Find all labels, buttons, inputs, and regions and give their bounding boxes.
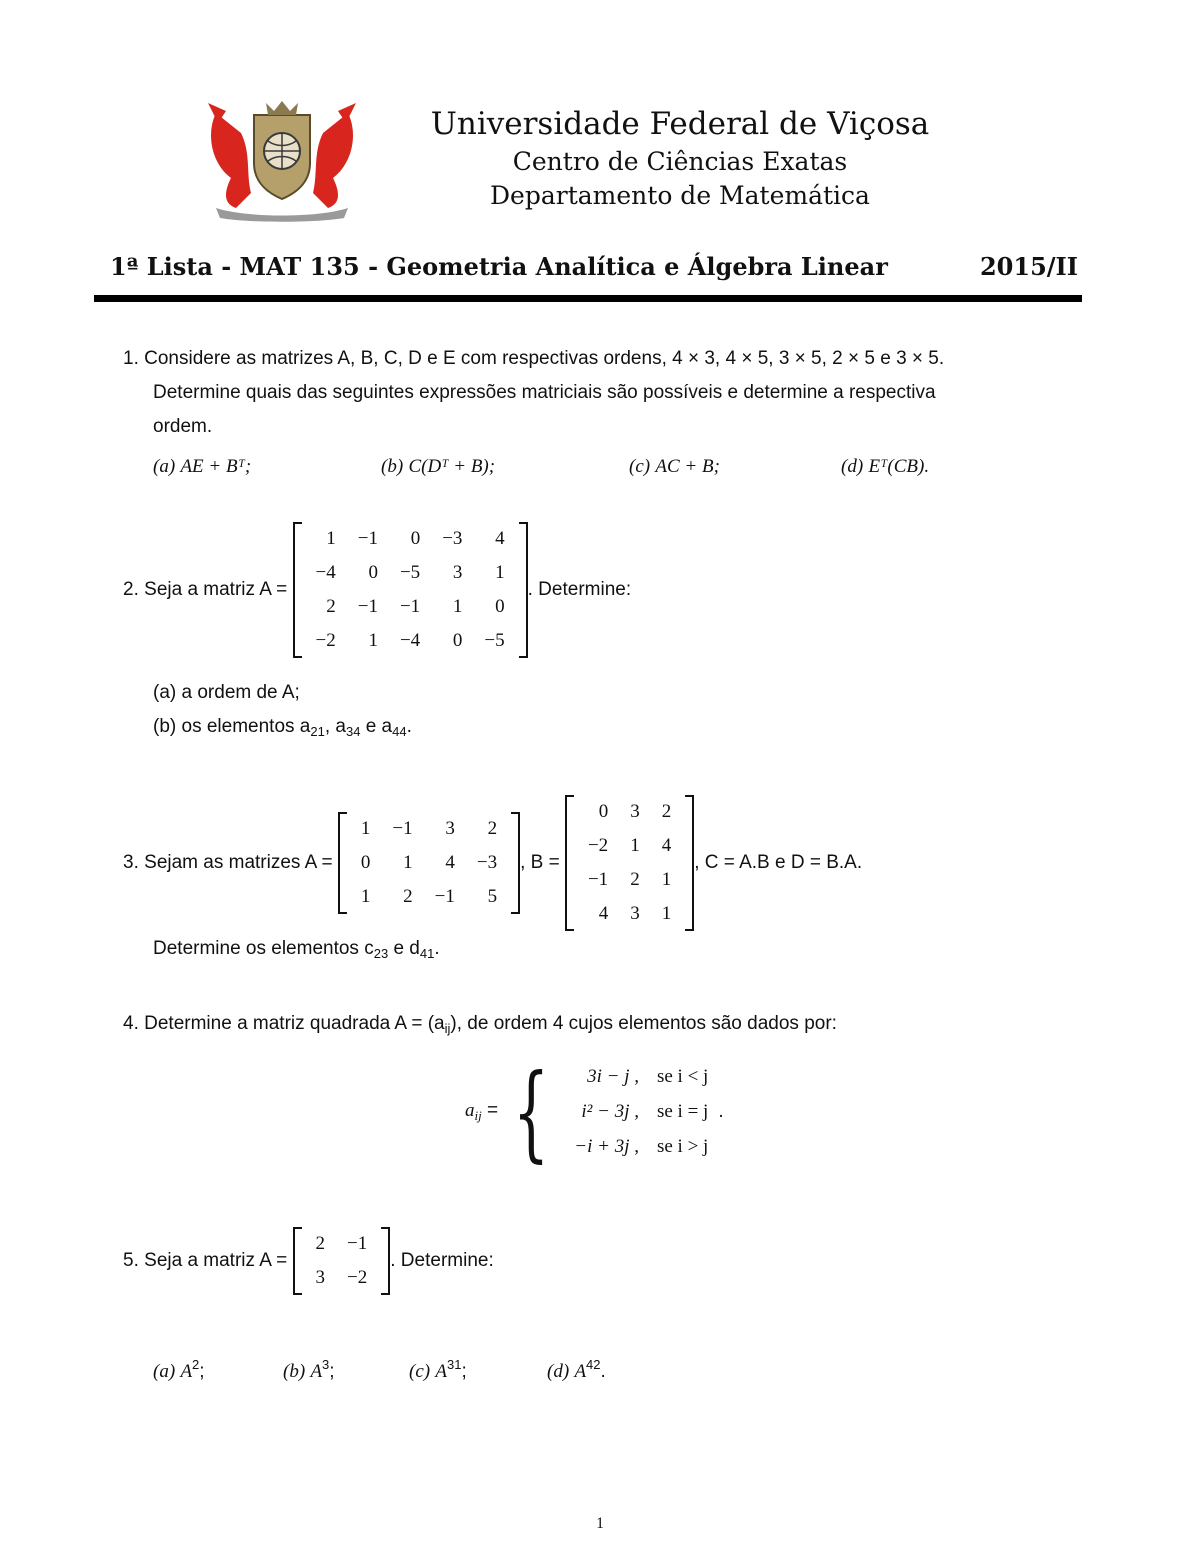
case-row (566, 1060, 716, 1093)
q1-option-a: (a) AE + Bᵀ; (153, 456, 252, 477)
matrix-cell: 0 (360, 852, 371, 873)
matrix-cell: −1 (434, 886, 455, 907)
matrix-cell: −1 (399, 596, 421, 617)
matrix-row (350, 846, 508, 880)
matrix-row (577, 829, 682, 863)
matrix-cell: 4 (495, 528, 505, 549)
matrix-cell: 1 (495, 562, 505, 583)
matrix-cell: 1 (452, 596, 463, 617)
question-2 (123, 522, 1083, 658)
matrix-cell: −2 (587, 835, 609, 856)
case-expression: 3i − j , (587, 1065, 639, 1087)
header-rule (94, 295, 1082, 302)
matrix-cell: −1 (587, 869, 609, 890)
matrix-row (577, 897, 682, 931)
q5-intro: Seja a matriz A = (144, 1250, 288, 1271)
q5-option-d: (d) $A^{42}$. (547, 1357, 606, 1382)
matrix-cell: 2 (315, 1233, 326, 1254)
q5-options (153, 1348, 606, 1389)
q2-item-a: (a) a ordem de A; (153, 682, 300, 703)
matrix-cell: −2 (347, 1267, 368, 1288)
center-name: Centro de Ciências Exatas (512, 147, 848, 176)
matrix-row (305, 590, 516, 624)
q5-option-b: (b) $A^3$; (283, 1357, 335, 1382)
q3-intro: Sejam as matrizes A = (144, 852, 333, 873)
q1-line3: ordem. (153, 416, 213, 437)
q2-number: 2. (123, 579, 139, 600)
term: 2015/II (979, 252, 1078, 281)
matrix-cell: 1 (326, 528, 336, 549)
matrix-cell: 3 (630, 903, 640, 924)
q2-matrix (293, 522, 528, 658)
matrix-row (577, 863, 682, 897)
matrix-row (305, 624, 516, 658)
q3-line2: Determine os elementos $c_{23}$ e $d_{41}$. (153, 938, 440, 961)
matrix-cell: 0 (598, 801, 609, 822)
matrix-row (350, 880, 508, 914)
matrix-row (350, 812, 508, 846)
matrix-cell: 0 (410, 528, 421, 549)
q1-line1: Considere as matrizes A, B, C, D e E com respectivas ordens, 4 × 3, 4 × 5, 3 × 5, 2 × 5 e 3 × 5. (144, 348, 945, 369)
matrix-cell: −2 (315, 630, 336, 651)
q1-option-c: (c) AC + B; (629, 456, 720, 477)
matrix-row (305, 556, 516, 590)
matrix-cell: −4 (315, 562, 336, 583)
question-3 (123, 795, 1103, 931)
matrix-cell: −1 (357, 596, 378, 617)
matrix-cell: 1 (360, 818, 371, 839)
q1-option-d: (d) Eᵀ(CB). (841, 456, 930, 477)
q4-lhs: $a_{ij}$ = (465, 1099, 499, 1123)
page-number: 1 (596, 1515, 604, 1532)
q1-number: 1. (123, 348, 139, 369)
matrix-cell: 0 (452, 630, 463, 651)
matrix-cell: 1 (630, 835, 640, 856)
matrix-cell: 3 (445, 818, 455, 839)
matrix-cell: 2 (487, 818, 498, 839)
q3-mid-b: , B = (520, 852, 560, 873)
case-row (566, 1130, 716, 1163)
q5-after: . Determine: (390, 1250, 494, 1271)
question-5 (123, 1227, 1023, 1295)
matrix-cell: 5 (487, 886, 498, 907)
matrix-cell: −3 (442, 528, 463, 549)
case-condition: se i = j (656, 1100, 709, 1122)
q4-cases (564, 1058, 718, 1165)
matrix-cell: 1 (368, 630, 378, 651)
left-brace: { (512, 1050, 550, 1173)
q5-number: 5. (123, 1250, 139, 1271)
case-row (566, 1095, 716, 1128)
matrix-cell: −4 (399, 630, 421, 651)
case-condition: se i < j (656, 1065, 709, 1087)
matrix-cell: 0 (495, 596, 505, 617)
q2-intro: Seja a matriz A = (144, 579, 288, 600)
matrix-cell: −5 (399, 562, 421, 583)
matrix-cell: 4 (598, 903, 609, 924)
list-title-row (110, 252, 1078, 281)
matrix-cell: 1 (661, 869, 672, 890)
q2-subitems (153, 676, 1053, 749)
matrix-cell: 0 (368, 562, 378, 583)
university-name: Universidade Federal de Viçosa (430, 106, 930, 142)
matrix-row (305, 1227, 379, 1261)
matrix-cell: 2 (630, 869, 640, 890)
matrix-cell: 3 (630, 801, 640, 822)
case-expression: −i + 3j , (574, 1135, 639, 1157)
matrix-cell: 3 (315, 1267, 326, 1288)
matrix-cell: −1 (347, 1233, 368, 1254)
matrix-cell: −1 (357, 528, 378, 549)
university-crest-logo (196, 93, 368, 223)
matrix-cell: 1 (661, 903, 672, 924)
matrix-row (305, 522, 516, 556)
q1-line2: Determine quais das seguintes expressões matriciais são possíveis e determine a respectiva (153, 382, 936, 403)
q3-matrix-b (565, 795, 694, 931)
matrix-cell: 2 (403, 886, 413, 907)
q1-option-b: (b) C(Dᵀ + B); (381, 456, 496, 477)
matrix-cell: −5 (484, 630, 505, 651)
q5-matrix (293, 1227, 391, 1295)
list-title: 1ª Lista - MAT 135 - Geometria Analítica e Álgebra Linear (110, 252, 888, 281)
q2-item-b: (b) os elementos $a_{21}$, $a_{34}$ e $a_{44}$. (153, 716, 412, 739)
matrix-cell: 4 (445, 852, 455, 873)
q3-number: 3. (123, 852, 139, 873)
question-4: 4. Determine a matriz quadrada $A = (a_{ij})$, de ordem 4 cujos elementos são dados por: (123, 1013, 837, 1036)
matrix-cell: −1 (392, 818, 413, 839)
matrix-cell: 4 (661, 835, 672, 856)
q4-dot: . (718, 1100, 724, 1122)
q5-option-a: (a) $A^2$; (153, 1357, 205, 1382)
matrix-cell: −3 (476, 852, 498, 873)
q3-after: , C = A.B e D = B.A. (694, 852, 863, 873)
q5-option-c: (c) $A^{31}$; (409, 1357, 467, 1382)
matrix-cell: 3 (452, 562, 463, 583)
matrix-row (305, 1261, 379, 1295)
q3-matrix-a (338, 812, 520, 914)
matrix-cell: 2 (661, 801, 672, 822)
matrix-cell: 2 (326, 596, 336, 617)
department-name: Departamento de Matemática (490, 181, 870, 210)
q4-definition (465, 1050, 724, 1173)
matrix-cell: 1 (360, 886, 371, 907)
case-expression: i² − 3j , (581, 1100, 639, 1122)
matrix-row (577, 795, 682, 829)
q1-options (123, 450, 1083, 484)
q2-after: . Determine: (527, 579, 632, 600)
question-1 (123, 342, 1083, 484)
case-condition: se i > j (656, 1135, 709, 1157)
matrix-cell: 1 (403, 852, 413, 873)
